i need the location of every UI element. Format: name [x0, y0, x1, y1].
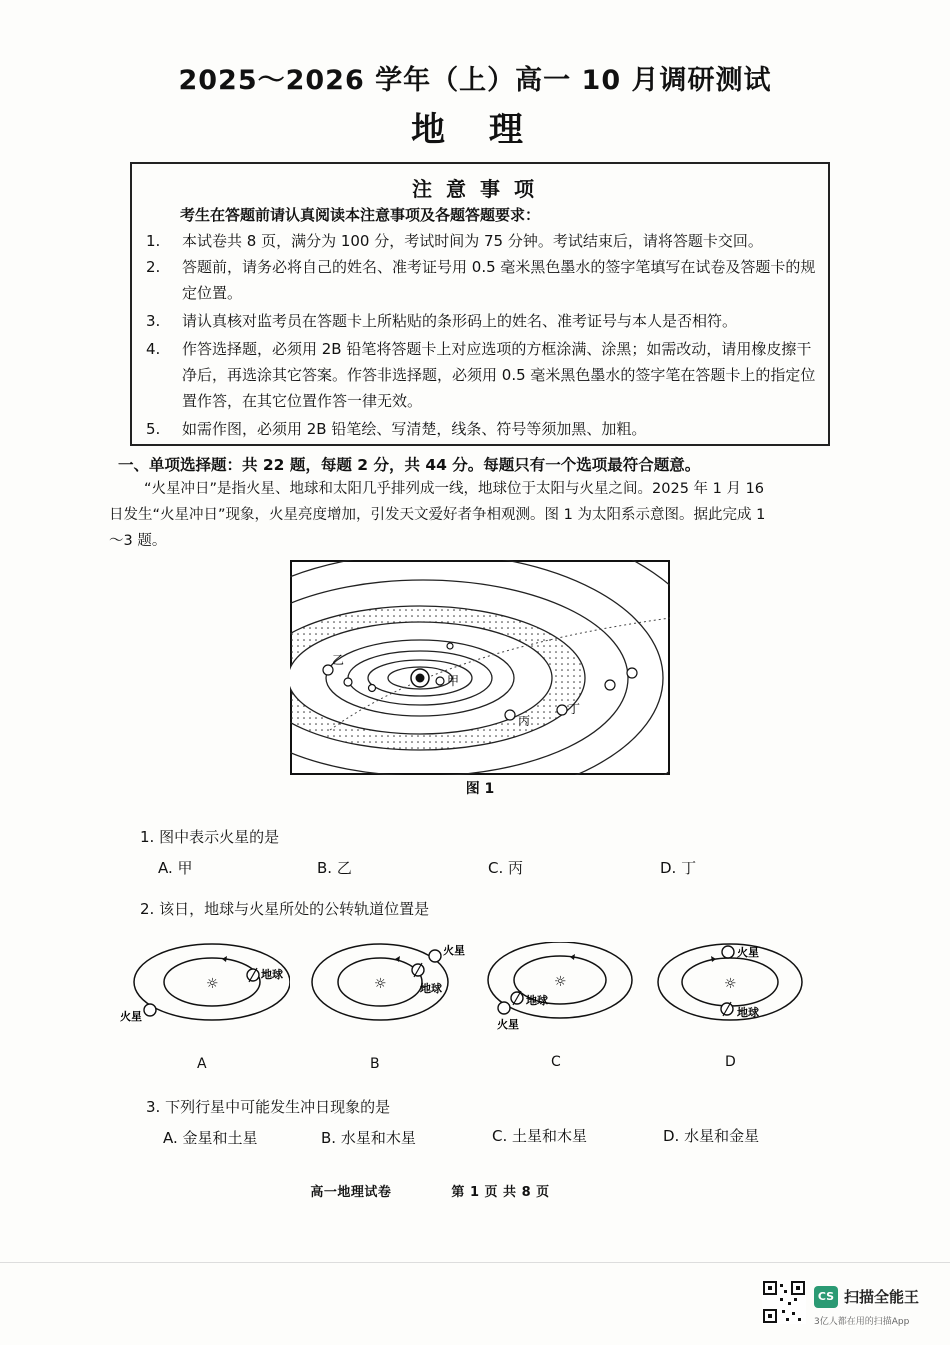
earth-label: 地球	[526, 994, 548, 1007]
sun-icon: ☼	[724, 976, 737, 992]
earth-label: 地球	[737, 1006, 759, 1019]
planet-jia	[436, 677, 444, 685]
scanner-watermark	[762, 1280, 942, 1330]
question-1-stem: 1. 图中表示火星的是	[140, 828, 280, 846]
camscanner-name: 扫描全能王	[844, 1288, 920, 1306]
mars-label: 火星	[443, 944, 465, 957]
mars-label: 火星	[120, 1010, 142, 1023]
notice-item	[146, 336, 816, 414]
section-heading: 一、单项选择题：共 22 题，每题 2 分，共 44 分。每题只有一个选项最符合题意。	[118, 456, 701, 474]
notice-box	[130, 162, 830, 446]
planet-outer-1	[605, 680, 615, 690]
planet-ding	[557, 705, 567, 715]
notice-item-text: 请认真核对监考员在答题卡上所粘贴的条形码上的姓名、准考证号与本人是否相符。	[182, 312, 738, 330]
notice-item-number: 3.	[146, 312, 161, 330]
notice-intro: 考生在答题前请认真阅读本注意事项及各题答题要求：	[180, 206, 541, 224]
notice-item-text: 答题前，请务必将自己的姓名、准考证号用 0.5 毫米黑色墨水的签字笔填写在试卷及答题卡的规定位置。	[182, 258, 816, 302]
planet-mercury-orbit	[344, 678, 352, 686]
q1-option-c[interactable]: C. 丙	[488, 859, 524, 877]
notice-item	[146, 416, 816, 442]
solar-system-figure	[290, 560, 670, 775]
orbit-arrow-icon	[570, 954, 575, 960]
figure-caption: 图 1	[465, 781, 495, 797]
qr-code-icon	[762, 1280, 806, 1324]
q2-diagram-a	[120, 942, 290, 1032]
subject-title: 地 理	[411, 110, 539, 150]
planet-inner	[447, 643, 453, 649]
camscanner-logo: CS	[814, 1286, 838, 1308]
question-2-stem: 2. 该日，地球与火星所处的公转轨道位置是	[140, 900, 430, 918]
sun-icon	[411, 669, 429, 687]
q1-option-d[interactable]: D. 丁	[660, 859, 697, 877]
q2-option-d[interactable]: D	[725, 1054, 736, 1070]
notice-item-number: 4.	[146, 340, 161, 358]
orbit-arrow-icon	[222, 956, 227, 962]
question-3-stem: 3. 下列行星中可能发生冲日现象的是	[146, 1098, 391, 1116]
q2-diagram-c	[480, 942, 650, 1032]
notice-item	[146, 254, 816, 306]
camscanner-slogan: 3亿人都在用的扫描App	[814, 1317, 910, 1327]
q1-option-a[interactable]: A. 甲	[158, 859, 193, 877]
footer-page-number: 第 1 页 共 8 页	[451, 1185, 550, 1200]
q3-option-a[interactable]: A. 金星和土星	[163, 1129, 258, 1147]
question-intro: “火星冲日”是指火星、地球和太阳几乎排列成一线，地球位于太阳与火星之间。2025 年 1 月 16 日发生“火星冲日”现象，火星亮度增加，引发天文爱好者争相观测。图 1 为太阳系示意图。据此完成 1～3 题。	[109, 481, 766, 549]
mars-marker	[144, 1004, 156, 1016]
notice-item	[146, 228, 816, 254]
q2-diagram-b	[300, 942, 470, 1032]
sun-icon: ☼	[554, 974, 567, 990]
earth-label: 地球	[261, 968, 283, 981]
notice-item-text: 作答选择题，必须用 2B 铅笔将答题卡上对应选项的方框涂满、涂黑；如需改动，请用橡皮擦干净后，再选涂其它答案。作答非选择题，必须用 0.5 毫米黑色墨水的签字笔在答题卡上的指定位置作答，在其它位置作答一律无效。	[182, 340, 816, 410]
page-footer	[0, 1181, 860, 1200]
mars-label: 火星	[497, 1018, 519, 1031]
mars-marker	[429, 950, 441, 962]
planet-outer-2	[627, 668, 637, 678]
label-ding: 丁	[568, 702, 581, 716]
notice-item-number: 1.	[146, 232, 161, 250]
exam-title: 2025～2026 学年（上）高一 10 月调研测试	[178, 65, 772, 96]
sun-icon: ☼	[374, 976, 387, 992]
sun-icon: ☼	[206, 976, 219, 992]
orbit-arrow-icon	[711, 956, 716, 962]
label-yi: 乙	[332, 653, 345, 667]
q2-option-a[interactable]: A	[197, 1056, 207, 1072]
notice-item	[146, 308, 816, 334]
notice-item-text: 本试卷共 8 页，满分为 100 分，考试时间为 75 分钟。考试结束后，请将答题卡交回。	[182, 232, 763, 250]
notice-item-number: 2.	[146, 258, 161, 276]
q2-diagram-d	[652, 942, 822, 1032]
q3-option-c[interactable]: C. 土星和木星	[492, 1127, 588, 1145]
q2-option-b[interactable]: B	[370, 1056, 380, 1072]
q3-option-b[interactable]: B. 水星和木星	[321, 1129, 416, 1147]
label-bing: 丙	[518, 714, 531, 728]
notice-title: 注意事项	[412, 177, 548, 201]
earth-label: 地球	[420, 982, 442, 995]
scan-divider	[0, 1262, 950, 1263]
footer-paper-name: 高一地理试卷	[310, 1185, 392, 1200]
planet-venus-orbit	[369, 685, 376, 692]
notice-item-text: 如需作图，必须用 2B 铅笔绘、写清楚，线条、符号等须加黑、加粗。	[182, 420, 647, 438]
q1-option-b[interactable]: B. 乙	[317, 859, 352, 877]
planet-bing	[505, 710, 515, 720]
mars-marker	[722, 946, 734, 958]
mars-label: 火星	[737, 946, 759, 959]
q3-option-d[interactable]: D. 水星和金星	[663, 1127, 760, 1145]
q2-option-c[interactable]: C	[551, 1054, 561, 1070]
label-jia: 甲	[447, 674, 460, 688]
mars-marker	[498, 1002, 510, 1014]
notice-item-number: 5.	[146, 420, 161, 438]
